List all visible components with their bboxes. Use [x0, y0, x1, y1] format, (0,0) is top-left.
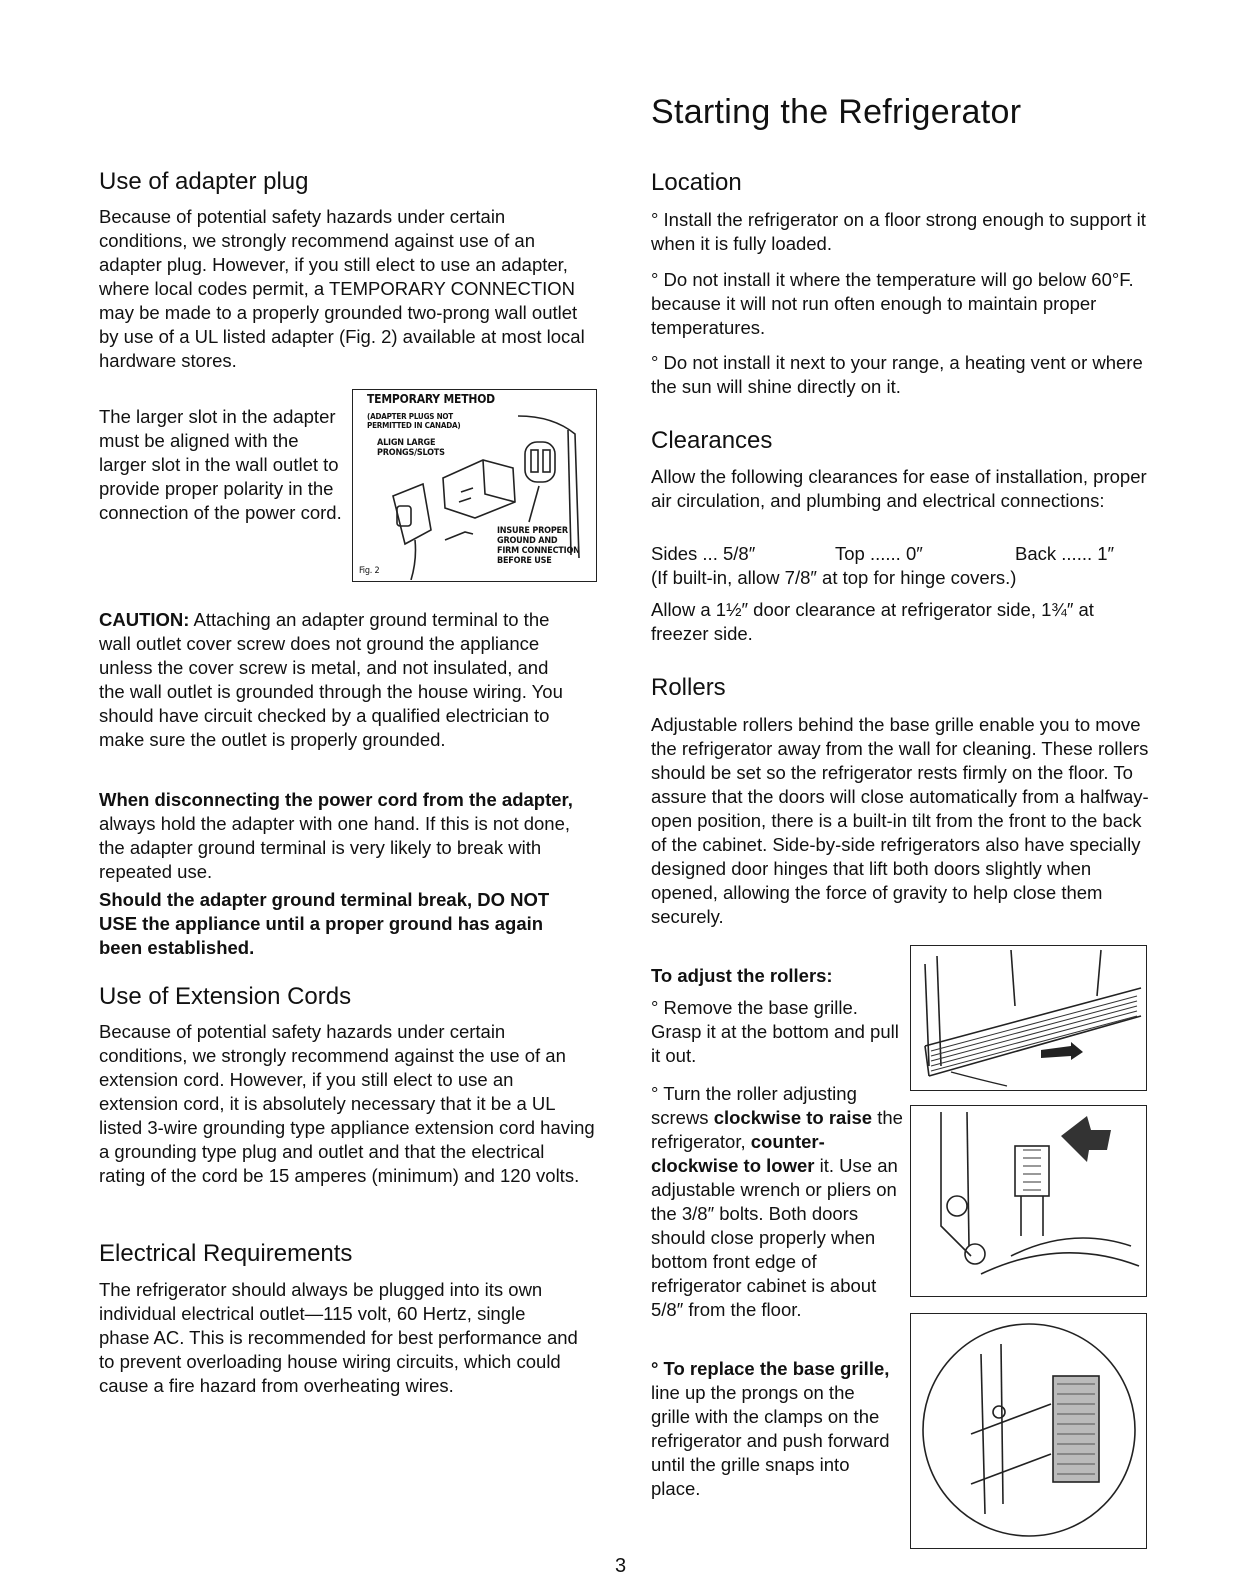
disconnect-paragraph — [99, 788, 589, 884]
adjust-step-turn — [651, 1082, 907, 1322]
adjust-rollers-heading: To adjust the rollers: — [651, 965, 833, 986]
adapter-heading: Use of adapter plug — [99, 168, 309, 195]
step-text: it. Use an adjustable wrench or pliers on the 3/8″ bolts. Both doors should close properly when bottom front edge of refrigerator cabinet is about 5/8″ from the floor. — [651, 1155, 898, 1320]
fig2-insure-line: FIRM CONNECTION — [497, 546, 580, 556]
roller-screw-illustration — [910, 1105, 1147, 1297]
extension-heading: Use of Extension Cords — [99, 983, 352, 1010]
fig2-insure-line: INSURE PROPER — [497, 526, 568, 536]
clearances-door: Allow a 1½″ door clearance at refrigerator side, 1¾″ at freezer side. — [651, 599, 1094, 644]
fig2-insure-line: GROUND AND — [497, 536, 558, 546]
caution-paragraph — [99, 608, 579, 752]
step-bold: ° To replace the base grille, — [651, 1358, 890, 1379]
clearances-dimensions — [651, 542, 1161, 566]
location-heading: Location — [651, 169, 742, 196]
step-bold: clockwise to raise — [713, 1107, 873, 1128]
clearance-back: Back ...... 1″ — [1015, 543, 1115, 564]
disconnect-bold: When disconnecting the power cord from the adapter, — [99, 789, 573, 810]
electrical-heading: Electrical Requirements — [99, 1240, 353, 1267]
caution-label: CAUTION: — [99, 609, 190, 630]
location-bullet: ° Do not install it where the temperature will go below 60°F. because it will not run often enough to maintain proper temperatures. — [651, 269, 1134, 338]
extension-text: Because of potential safety hazards under certain conditions, we strongly recommend against the use of an extension cord. However, if you still elect to use an extension cord, it is absolutely necessary that it be a UL listed 3-wire grounding type appliance extension cord having a grounding type plug and outlet and that the electrical rating of the cord be 15 amperes (minimum) and 120 volts. — [99, 1021, 595, 1186]
step-text: ° Turn the roller adjusting screws — [651, 1083, 857, 1128]
clearance-top: Top ...... 0″ — [835, 543, 923, 564]
fig2-label: Fig. 2 — [359, 566, 380, 576]
disconnect-text: always hold the adapter with one hand. If this is not done, the adapter ground terminal is very likely to break with repeated use. — [99, 813, 571, 882]
caution-text: Attaching an adapter ground terminal to the wall outlet cover screw does not ground the appliance unless the cover screw is metal, and not insulated, and the wall outlet is grounded through the house wiring. You should have circuit checked by a qualified electrician to make sure the outlet is properly grounded. — [99, 609, 563, 750]
fig2-align-line: ALIGN LARGE — [377, 438, 436, 448]
step-text: line up the prongs on the grille with the clamps on the refrigerator and push forward until the grille snaps into place. — [651, 1382, 890, 1499]
electrical-text: The refrigerator should always be plugged into its own individual electrical outlet—115 volt, 60 Hertz, single phase AC. This is recommended for best performance and to prevent overloading house wiring circuits, which could cause a fire hazard from overheating wires. — [99, 1279, 578, 1396]
adapter-intro: Because of potential safety hazards under certain conditions, we strongly recommend against use of an adapter plug. However, if you still elect to use an adapter, where local codes permit, a TEMPORARY CONNECTION may be made to a properly grounded two-prong wall outlet by use of a UL listed adapter (Fig. 2) available at most local hardware stores. — [99, 206, 585, 371]
ground-break-warning: Should the adapter ground terminal break, DO NOT USE the appliance until a proper ground has again been established. — [99, 889, 550, 958]
step-bold: counter-clockwise to lower — [651, 1131, 825, 1176]
clearances-intro: Allow the following clearances for ease of installation, proper air circulation, and plumbing and electrical connections: — [651, 466, 1147, 511]
roller-screw-drawing — [911, 1106, 1145, 1295]
fig2-title: TEMPORARY METHOD — [367, 392, 495, 406]
adjust-step-replace — [651, 1357, 891, 1501]
clearance-sides: Sides ... 5/8″ — [651, 543, 756, 564]
step-text: the refrigerator, — [651, 1107, 903, 1152]
clearances-heading: Clearances — [651, 427, 773, 454]
location-bullet: ° Install the refrigerator on a floor strong enough to support it when it is fully loaded. — [651, 209, 1146, 254]
rollers-heading: Rollers — [651, 674, 726, 701]
fig2-align-line: PRONGS/SLOTS — [377, 448, 445, 458]
rollers-text: Adjustable rollers behind the base grille enable you to move the refrigerator away from the wall for cleaning. These rollers should be set so the refrigerator rests firmly on the floor. To assure that the doors will close automatically from a halfway-open position, there is a built-in tilt from the front to the back of the cabinet. Side-by-side refrigerators also have specially designed door hinges that lift both doors slightly when opened, allowing the force of gravity to help close them securely. — [651, 714, 1149, 927]
base-grille-removal-illustration — [910, 945, 1147, 1091]
fig2-adapter-figure — [352, 389, 597, 582]
grille-removal-drawing — [911, 946, 1145, 1089]
page-title: Starting the Refrigerator — [651, 93, 1022, 131]
clearances-builtin: (If built-in, allow 7/8″ at top for hinge covers.) — [651, 567, 1017, 588]
fig2-note-line: PERMITTED IN CANADA) — [367, 421, 461, 430]
fig2-insure-line: BEFORE USE — [497, 556, 552, 566]
fig2-note-line: (ADAPTER PLUGS NOT — [367, 412, 454, 421]
adapter-slot-text: The larger slot in the adapter must be aligned with the larger slot in the wall outlet to provide proper polarity in the connection of the power cord. — [99, 406, 342, 523]
location-bullet: ° Do not install it next to your range, a heating vent or where the sun will shine directly on it. — [651, 352, 1143, 397]
grille-replacement-illustration — [910, 1313, 1147, 1549]
adjust-step-remove: ° Remove the base grille. Grasp it at the bottom and pull it out. — [651, 997, 899, 1066]
grille-replacement-drawing — [911, 1314, 1145, 1547]
page-number: 3 — [615, 1555, 627, 1577]
adapter-plug-illustration — [353, 390, 595, 580]
